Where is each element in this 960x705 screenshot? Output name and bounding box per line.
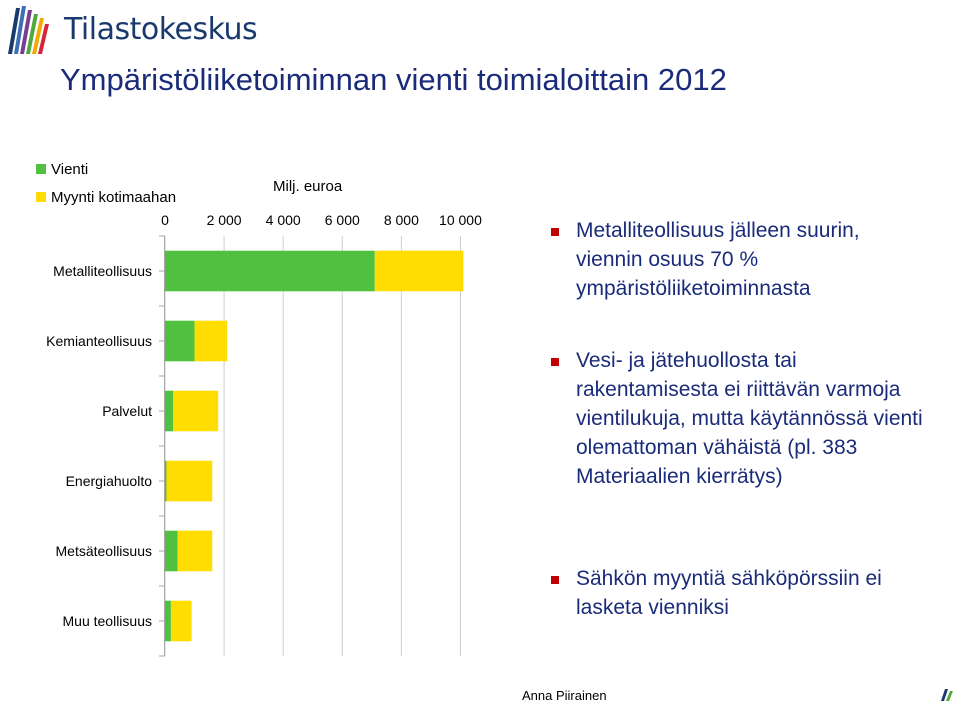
x-tick-label: 10 000 <box>439 212 482 228</box>
bar-vienti <box>165 601 171 642</box>
bullet-text: Sähkön myyntiä sähköpörssiin ei lasketa vienniksi <box>576 567 882 619</box>
bar-myynti <box>375 251 464 292</box>
bar-vienti <box>165 321 195 362</box>
slide-title: Ympäristöliiketoiminnan vienti toimialoittain 2012 <box>60 62 727 97</box>
bullet-text: Vesi- ja jätehuollosta tai rakentamisesta ei riittävän varmoja vientilukuja, mutta käytännössä vienti olemattoman vähäistä (pl. 383 Materiaalien kierrätys) <box>576 349 923 488</box>
category-label: Energiahuolto <box>65 473 152 489</box>
bar-myynti <box>195 321 228 362</box>
footer-author: Anna Piirainen <box>522 688 607 703</box>
category-label: Palvelut <box>102 403 152 419</box>
bullet-item <box>551 564 926 622</box>
bar-vienti <box>165 531 178 572</box>
category-label: Kemianteollisuus <box>46 333 152 349</box>
legend-label-vienti: Vienti <box>51 160 89 178</box>
bar-myynti <box>178 531 213 572</box>
bullet-item <box>551 346 926 491</box>
x-tick-label: 2 000 <box>206 212 242 228</box>
bar-myynti <box>171 601 192 642</box>
bar-vienti <box>165 251 375 292</box>
bullet-marker <box>551 228 559 236</box>
bullet-item <box>551 216 926 303</box>
corner-logo-icon <box>940 688 956 702</box>
category-label: Metalliteollisuus <box>53 263 152 279</box>
category-label: Muu teollisuus <box>62 613 152 629</box>
bullet-text: Metalliteollisuus jälleen suurin, viennin osuus 70 % ympäristöliiketoiminnasta <box>576 219 860 300</box>
bar-vienti <box>165 391 173 432</box>
x-tick-label: 4 000 <box>265 212 301 228</box>
bar-vienti <box>165 461 166 502</box>
chart-unit-label: Milj. euroa <box>273 178 343 195</box>
x-tick-label: 0 <box>161 212 169 228</box>
legend-label-myynti: Myynti kotimaahan <box>51 188 177 206</box>
bullet-marker <box>551 358 559 366</box>
x-tick-label: 8 000 <box>383 212 419 228</box>
logo-text: Tilastokeskus <box>64 12 258 47</box>
category-label: Metsäteollisuus <box>55 543 152 559</box>
bullet-marker <box>551 576 559 584</box>
bar-myynti <box>173 391 218 432</box>
x-tick-label: 6 000 <box>324 212 360 228</box>
bar-myynti <box>166 461 212 502</box>
